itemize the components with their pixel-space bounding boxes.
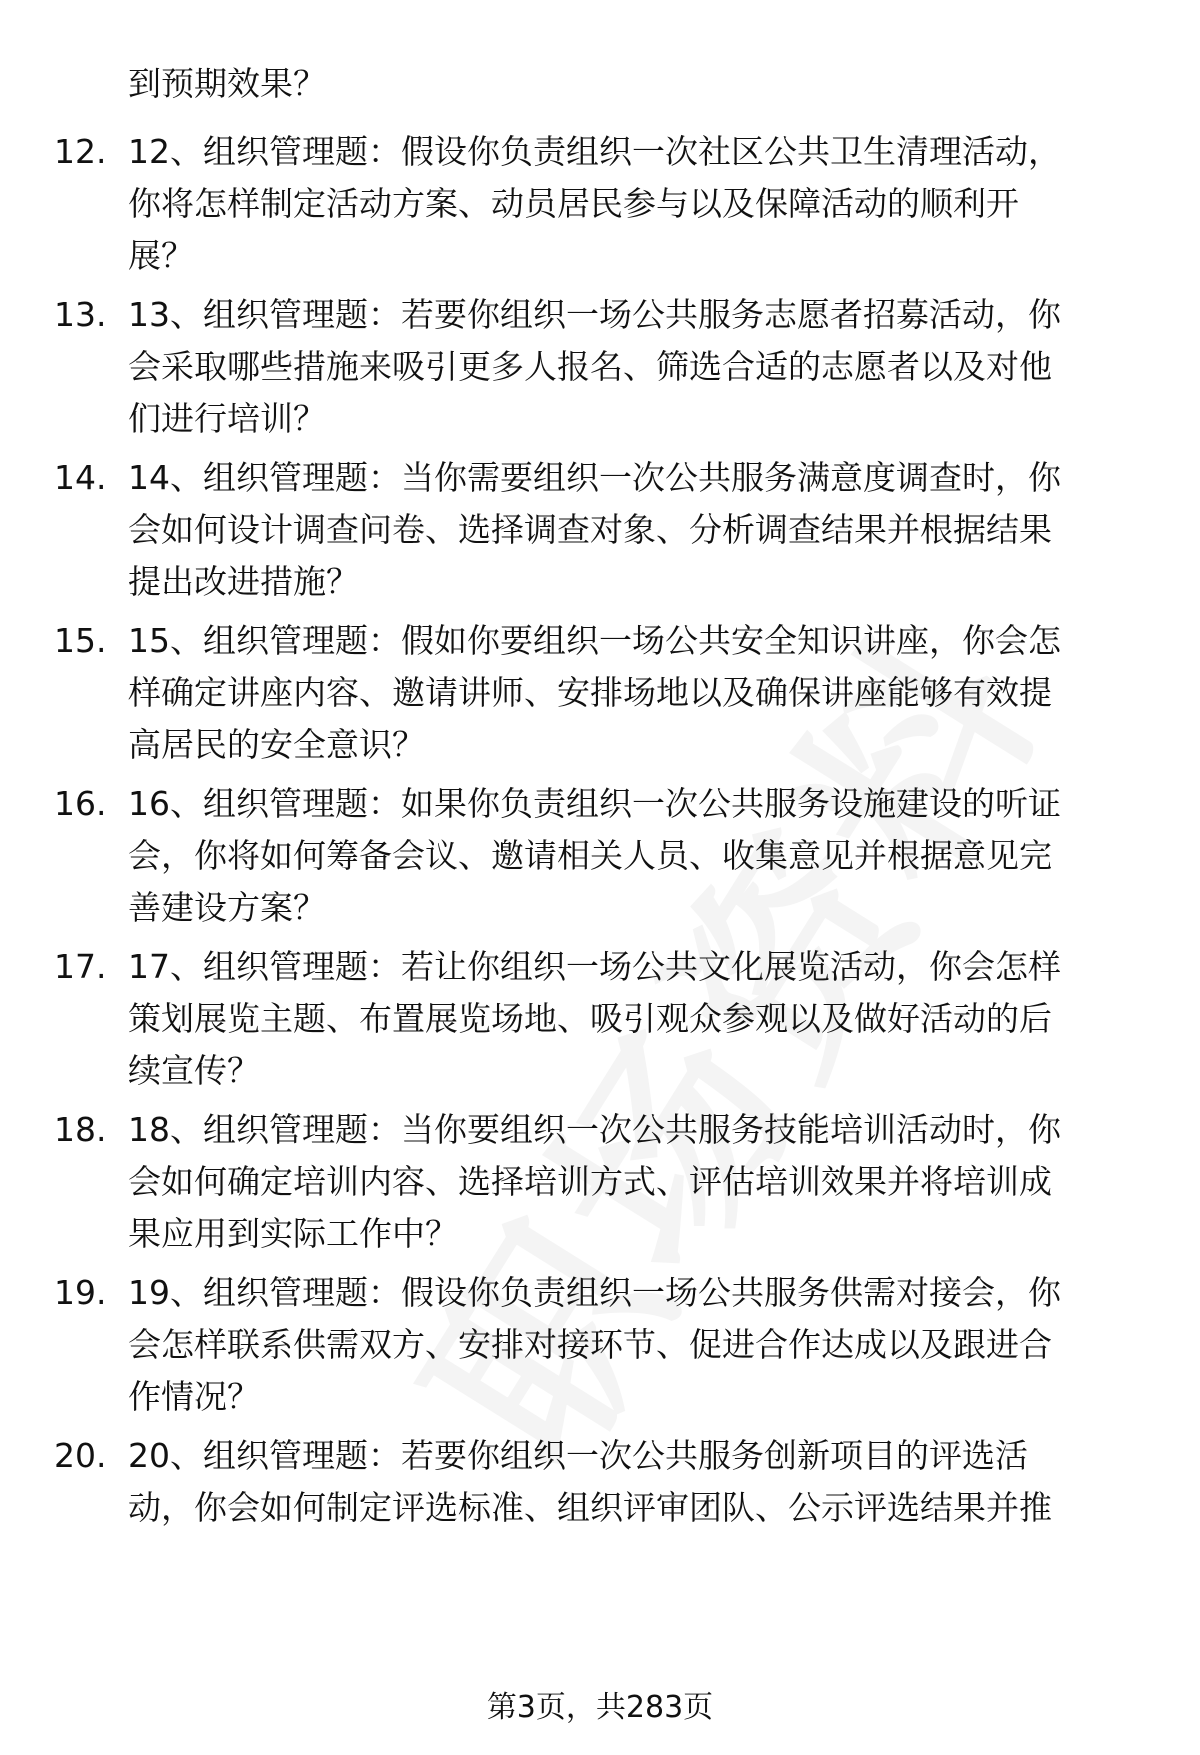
list-item-line: 会，你将如何筹备会议、邀请相关人员、收集意见并根据意见完 (128, 836, 1052, 875)
list-item-line: 提出改进措施？ (128, 562, 359, 601)
list-item-line: 作情况？ (128, 1377, 260, 1416)
list-item-text (128, 1267, 1148, 1423)
list-item-number: 20. (54, 1436, 107, 1475)
list-item-number: 17. (54, 947, 107, 986)
list-item-line: 会如何设计调查问卷、选择调查对象、分析调查结果并根据结果 (128, 510, 1052, 549)
list-item-line: 展？ (128, 236, 194, 275)
list-item-line: 20、组织管理题：若要你组织一次公共服务创新项目的评选活 (128, 1436, 1028, 1475)
list-item-line: 样确定讲座内容、邀请讲师、安排场地以及确保讲座能够有效提 (128, 673, 1052, 712)
list-item-line: 12、组织管理题：假设你负责组织一次社区公共卫生清理活动， (128, 132, 1061, 171)
list-item-number: 19. (54, 1273, 107, 1312)
page-footer: 第3页，共283页 (486, 1690, 714, 1725)
list-item-number: 12. (54, 132, 107, 171)
list-item-text (128, 1430, 1148, 1534)
list-item-line: 果应用到实际工作中？ (128, 1214, 458, 1253)
list-item-number: 15. (54, 621, 107, 660)
list-item-line: 会怎样联系供需双方、安排对接环节、促进合作达成以及跟进合 (128, 1325, 1052, 1364)
list-item-line: 19、组织管理题：假设你负责组织一场公共服务供需对接会，你 (128, 1273, 1061, 1312)
list-item-line: 17、组织管理题：若让你组织一场公共文化展览活动，你会怎样 (128, 947, 1061, 986)
list-item-text (128, 1104, 1148, 1260)
list-item-line: 16、组织管理题：如果你负责组织一次公共服务设施建设的听证 (128, 784, 1061, 823)
list-item-text (128, 289, 1148, 445)
list-item-line: 14、组织管理题：当你需要组织一次公共服务满意度调查时，你 (128, 458, 1061, 497)
list-item-line: 续宣传？ (128, 1051, 260, 1090)
list-item-line: 动，你会如何制定评选标准、组织评审团队、公示评选结果并推 (128, 1488, 1052, 1527)
list-item-line: 你将怎样制定活动方案、动员居民参与以及保障活动的顺利开 (128, 184, 1019, 223)
continuation-text: 到预期效果？ (128, 64, 326, 103)
list-item-line: 们进行培训？ (128, 399, 326, 438)
list-item-line: 高居民的安全意识？ (128, 725, 425, 764)
list-item-text (128, 941, 1148, 1097)
list-item-text (128, 615, 1148, 771)
list-item-line: 会采取哪些措施来吸引更多人报名、筛选合适的志愿者以及对他 (128, 347, 1052, 386)
list-item-text (128, 126, 1148, 282)
list-item-line: 会如何确定培训内容、选择培训方式、评估培训效果并将培训成 (128, 1162, 1052, 1201)
list-item-line: 15、组织管理题：假如你要组织一场公共安全知识讲座，你会怎 (128, 621, 1061, 660)
list-item-number: 14. (54, 458, 107, 497)
list-item-line: 13、组织管理题：若要你组织一场公共服务志愿者招募活动，你 (128, 295, 1061, 334)
list-item-text (128, 778, 1148, 934)
list-item-number: 16. (54, 784, 107, 823)
list-item-line: 策划展览主题、布置展览场地、吸引观众参观以及做好活动的后 (128, 999, 1052, 1038)
list-item-text (128, 452, 1148, 608)
list-item-number: 13. (54, 295, 107, 334)
list-item-number: 18. (54, 1110, 107, 1149)
list-item-line: 18、组织管理题：当你要组织一次公共服务技能培训活动时，你 (128, 1110, 1061, 1149)
list-item-line: 善建设方案？ (128, 888, 326, 927)
